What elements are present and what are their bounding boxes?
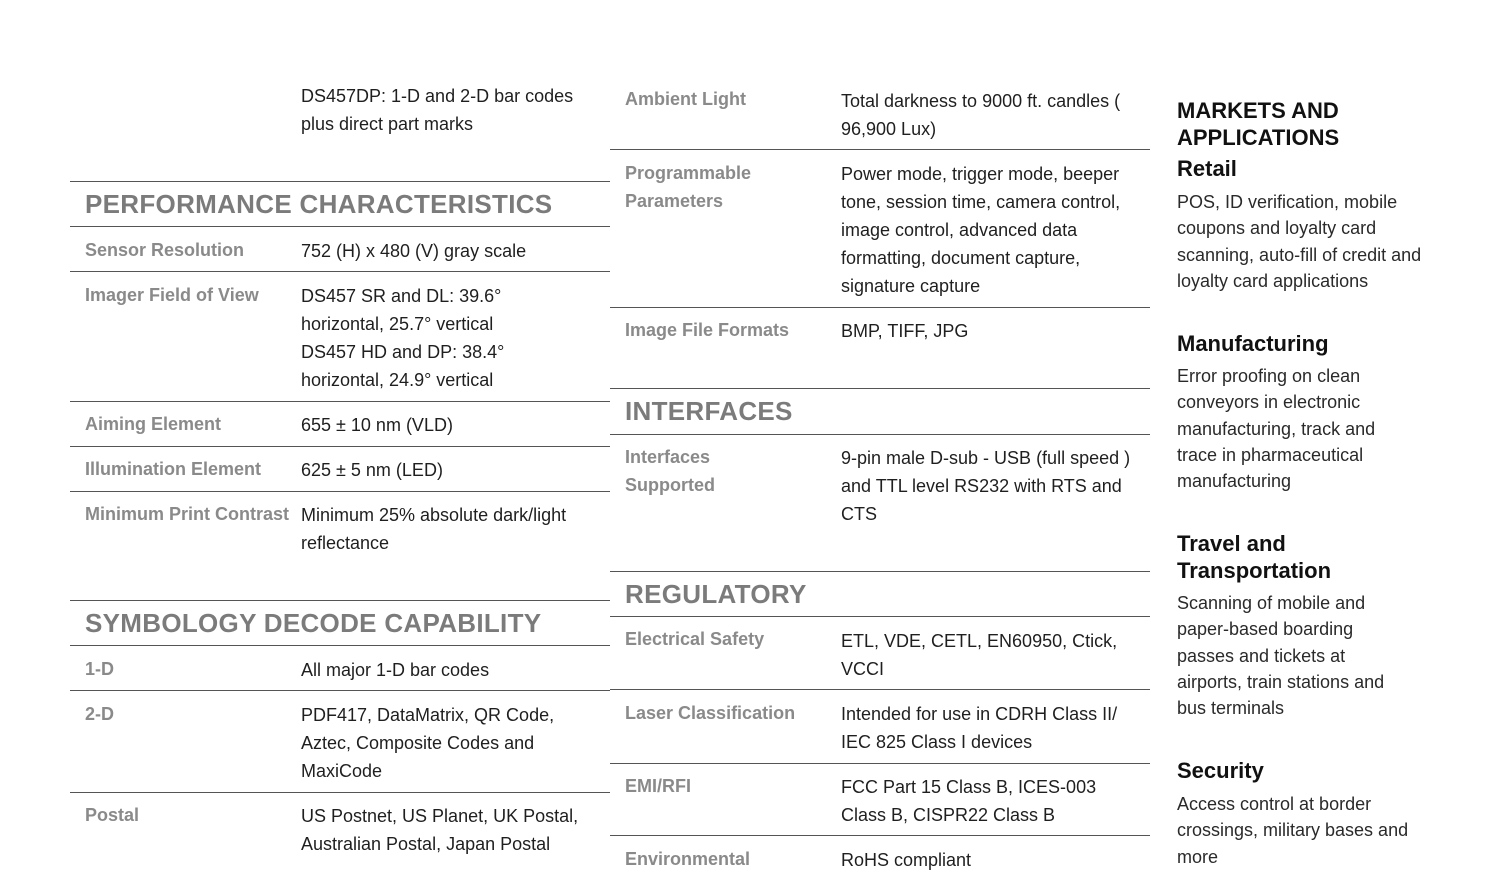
spec-value: US Postnet, US Planet, UK Postal, Australian Postal, Japan Postal xyxy=(301,806,579,854)
divider xyxy=(610,307,1150,308)
divider xyxy=(610,149,1150,150)
spec-value: Intended for use in CDRH Class II/ IEC 825 Class I devices xyxy=(841,704,1118,752)
divider xyxy=(70,446,610,447)
spec-label: Laser Classification xyxy=(625,703,796,723)
spec-value: 625 ± 5 nm (LED) xyxy=(301,460,443,480)
spec-value: BMP, TIFF, JPG xyxy=(841,321,969,341)
divider xyxy=(70,226,610,227)
spec-label: 2-D xyxy=(85,704,115,724)
spec-value: RoHS compliant xyxy=(841,850,972,870)
divider xyxy=(610,689,1150,690)
spec-label: Sensor Resolution xyxy=(85,240,245,260)
divider xyxy=(610,763,1150,764)
market-name: Manufacturing xyxy=(1177,331,1329,356)
divider xyxy=(70,181,610,182)
spec-label: Electrical Safety xyxy=(625,629,765,649)
spec-label: Environmental xyxy=(625,849,751,869)
spec-value: PDF417, DataMatrix, QR Code, Aztec, Composite Codes and MaxiCode xyxy=(301,705,555,781)
market-description: Scanning of mobile and paper-based boarding passes and tickets at airports, train stations and bus terminals xyxy=(1177,593,1385,719)
spec-value: 9-pin male D-sub - USB (full speed ) and TTL level RS232 with RTS and CTS xyxy=(841,448,1131,524)
spec-label: Interfaces Supported xyxy=(625,447,715,495)
divider xyxy=(610,835,1150,836)
markets-title: MARKETS AND APPLICATIONS xyxy=(1177,98,1340,150)
spec-label: Ambient Light xyxy=(625,89,746,109)
section-title-interfaces: INTERFACES xyxy=(625,396,793,426)
spec-value: Power mode, trigger mode, beeper tone, session time, camera control, image control, advanced data formatting, document capture, signature capture xyxy=(841,164,1121,296)
divider xyxy=(70,600,610,601)
section-title-performance: PERFORMANCE CHARACTERISTICS xyxy=(85,189,553,219)
spec-label: Image File Formats xyxy=(625,320,790,340)
market-name: Security xyxy=(1177,758,1264,783)
market-name: Retail xyxy=(1177,156,1237,181)
spec-label: Postal xyxy=(85,805,140,825)
spec-label: Minimum Print Contrast xyxy=(85,504,290,524)
market-description: Access control at border crossings, military bases and more xyxy=(1177,794,1409,867)
section-title-regulatory: REGULATORY xyxy=(625,579,807,609)
divider xyxy=(70,401,610,402)
spec-value: ETL, VDE, CETL, EN60950, Ctick, VCCI xyxy=(841,631,1118,679)
divider xyxy=(70,690,610,691)
intro-value: DS457DP: 1-D and 2-D bar codes plus direct part marks xyxy=(301,86,574,134)
divider xyxy=(70,491,610,492)
divider xyxy=(70,792,610,793)
market-description: POS, ID verification, mobile coupons and loyalty card scanning, auto-fill of credit and loyalty card applications xyxy=(1177,192,1422,291)
spec-value: 655 ± 10 nm (VLD) xyxy=(301,415,453,435)
market-name: Travel and Transportation xyxy=(1177,531,1332,583)
spec-label: Imager Field of View xyxy=(85,285,259,305)
spec-label: 1-D xyxy=(85,659,115,679)
divider xyxy=(70,645,610,646)
market-description: Error proofing on clean conveyors in electronic manufacturing, track and trace in pharmaceutical manufacturing xyxy=(1177,366,1376,492)
spec-value: Minimum 25% absolute dark/light reflectance xyxy=(301,505,567,553)
divider xyxy=(610,388,1150,389)
divider xyxy=(610,616,1150,617)
spec-label: Aiming Element xyxy=(85,414,222,434)
spec-value: DS457 SR and DL: 39.6° horizontal, 25.7° vertical DS457 HD and DP: 38.4° horizontal, 24.9° vertical xyxy=(301,286,505,390)
divider xyxy=(610,434,1150,435)
section-title-symbology: SYMBOLOGY DECODE CAPABILITY xyxy=(85,608,542,638)
spec-value: All major 1-D bar codes xyxy=(301,660,490,680)
spec-value: FCC Part 15 Class B, ICES-003 Class B, CISPR22 Class B xyxy=(841,777,1097,825)
spec-value: Total darkness to 9000 ft. candles ( 96,900 Lux) xyxy=(841,91,1121,139)
divider xyxy=(610,571,1150,572)
spec-label: Programmable Parameters xyxy=(625,163,752,211)
spec-label: EMI/RFI xyxy=(625,776,691,796)
divider xyxy=(70,271,610,272)
spec-label: Illumination Element xyxy=(85,459,262,479)
spec-value: 752 (H) x 480 (V) gray scale xyxy=(301,241,527,261)
